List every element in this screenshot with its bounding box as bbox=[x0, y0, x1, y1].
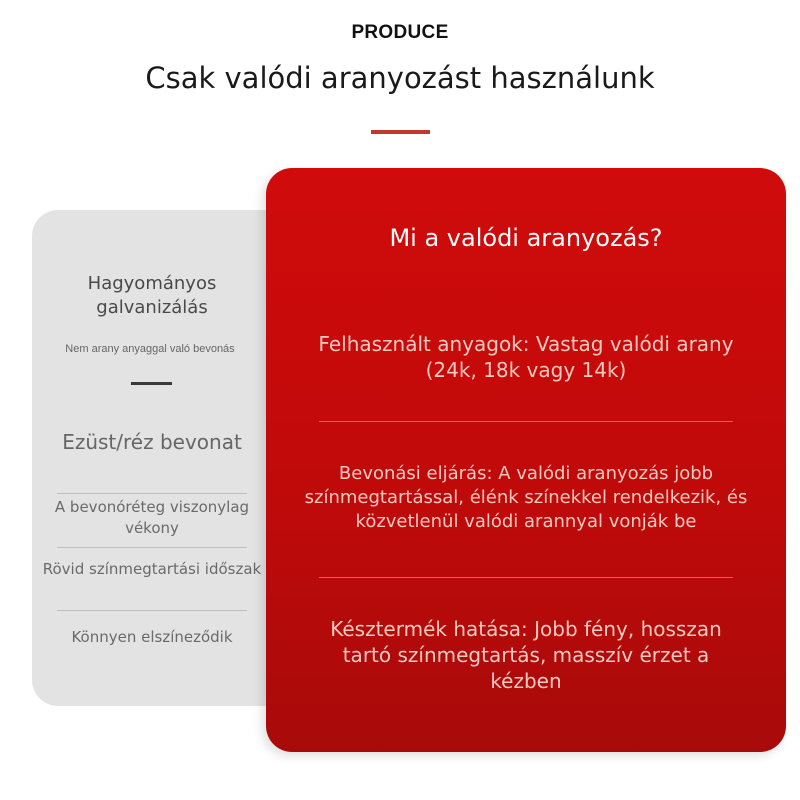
divider bbox=[319, 421, 733, 422]
list-item: Késztermék hatása: Jobb fény, hosszan tartó színmegtartás, masszív érzet a kézben bbox=[330, 617, 722, 693]
divider bbox=[57, 547, 247, 548]
list-item: Bevonási eljárás: A valódi aranyozás jobb színmegtartással, élénk színekkel rendelkezik, és közvetlenül valódi arannyal vonják be bbox=[304, 463, 748, 532]
divider bbox=[57, 493, 247, 494]
section-label: PRODUCE bbox=[351, 22, 449, 43]
traditional-heading: Hagyományos galvanizálás bbox=[87, 273, 217, 318]
divider bbox=[57, 610, 247, 611]
page-title: Csak valódi aranyozást használunk bbox=[145, 61, 655, 95]
silver-copper-heading: Ezüst/réz bevonat bbox=[62, 430, 242, 454]
list-item: Könnyen elszíneződik bbox=[71, 628, 233, 646]
list-item: A bevonóréteg viszonylag vékony bbox=[54, 498, 250, 537]
section-dash bbox=[131, 382, 172, 385]
divider bbox=[319, 577, 733, 578]
traditional-subtitle: Nem arany anyaggal való bevonás bbox=[65, 343, 235, 355]
list-item: Felhasznált anyagok: Vastag valódi arany (24k, 18k vagy 14k) bbox=[318, 332, 734, 382]
real-gold-plating-card bbox=[266, 168, 786, 752]
title-underline bbox=[371, 130, 430, 134]
real-gold-heading: Mi a valódi aranyozás? bbox=[389, 224, 663, 252]
list-item: Rövid színmegtartási időszak bbox=[42, 560, 262, 578]
